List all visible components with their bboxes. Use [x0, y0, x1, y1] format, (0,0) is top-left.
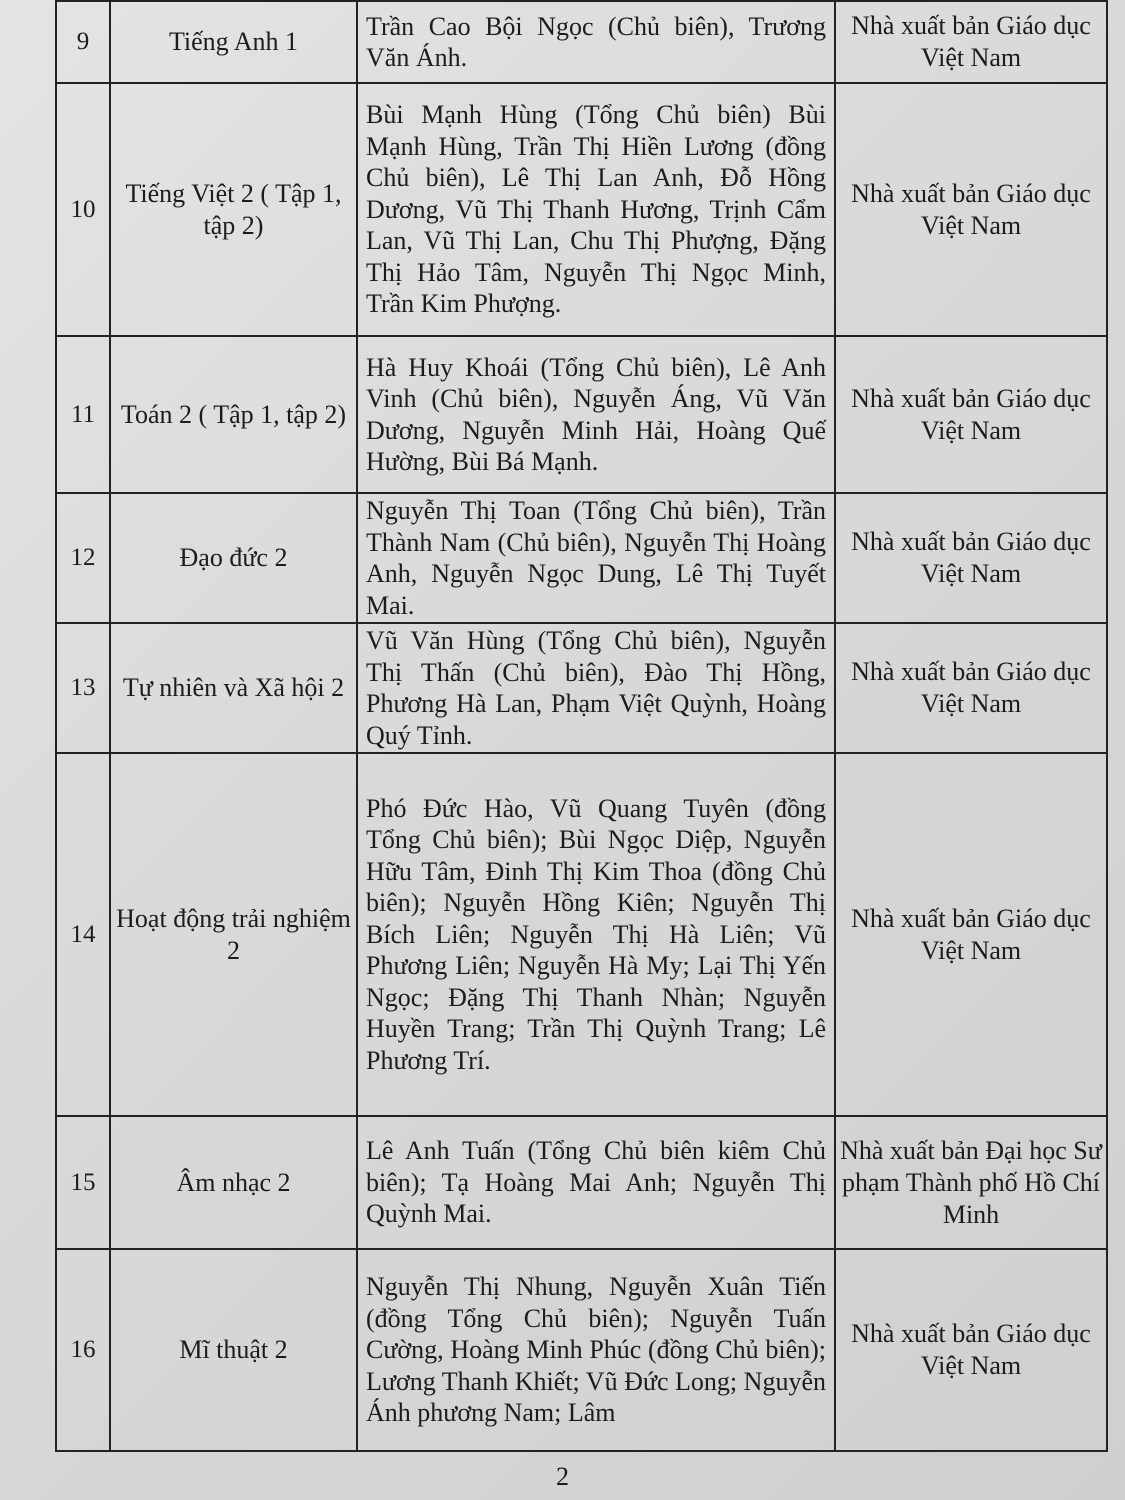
row-number: 9	[56, 1, 110, 83]
publisher: Nhà xuất bản Giáo dục Việt Nam	[835, 336, 1107, 493]
publisher: Nhà xuất bản Giáo dục Việt Nam	[835, 753, 1107, 1116]
row-number: 13	[56, 623, 110, 753]
table-row	[56, 83, 1107, 336]
book-title: Âm nhạc 2	[110, 1116, 357, 1249]
row-number: 11	[56, 336, 110, 493]
page-number: 2	[556, 1462, 569, 1491]
textbook-table	[55, 0, 1108, 1452]
authors-cell	[357, 1116, 835, 1249]
authors-text: Lê Anh Tuấn (Tổng Chủ biên kiêm Chủ biên); Tạ Hoàng Mai Anh; Nguyễn Thị Quỳnh Mai.	[366, 1136, 826, 1229]
authors-text: Phó Đức Hào, Vũ Quang Tuyên (đồng Tổng Chủ biên); Bùi Ngọc Diệp, Nguyễn Hữu Tâm, Đinh Thị Kim Thoa (đồng Chủ biên); Nguyễn Hồng Kiên; Nguyễn Thị Bích Liên; Nguyễn Thị Hà Liên; Vũ Phương Liên; Nguyễn Hà My; Lại Thị Yến Ngọc; Đặng Thị Thanh Nhàn; Nguyễn Huyền Trang; Trần Thị Quỳnh Trang; Lê Phương Trí.	[366, 793, 826, 1075]
publisher: Nhà xuất bản Giáo dục Việt Nam	[835, 1, 1107, 83]
publisher: Nhà xuất bản Đại học Sư phạm Thành phố Hồ Chí Minh	[835, 1116, 1107, 1249]
book-title: Mĩ thuật 2	[110, 1249, 357, 1451]
table-row	[56, 1116, 1107, 1249]
publisher: Nhà xuất bản Giáo dục Việt Nam	[835, 83, 1107, 336]
authors-text: Trần Cao Bội Ngọc (Chủ biên), Trương Văn Ánh.	[366, 11, 826, 72]
row-number: 15	[56, 1116, 110, 1249]
publisher: Nhà xuất bản Giáo dục Việt Nam	[835, 1249, 1107, 1451]
book-title: Tiếng Việt 2 ( Tập 1, tập 2)	[110, 83, 357, 336]
authors-cell	[357, 83, 835, 336]
book-title: Tiếng Anh 1	[110, 1, 357, 83]
authors-text: Hà Huy Khoái (Tổng Chủ biên), Lê Anh Vinh (Chủ biên), Nguyễn Áng, Vũ Văn Dương, Nguyễn Minh Hải, Hoàng Quế Hường, Bùi Bá Mạnh.	[366, 352, 826, 476]
table-row	[56, 493, 1107, 623]
book-title: Hoạt động trải nghiệm 2	[110, 753, 357, 1116]
authors-text: Bùi Mạnh Hùng (Tổng Chủ biên) Bùi Mạnh Hùng, Trần Thị Hiền Lương (đồng Chủ biên), Lê Thị Lan Anh, Đỗ Hồng Dương, Vũ Thị Thanh Hương, Trịnh Cẩm Lan, Vũ Thị Lan, Chu Thị Phượng, Đặng Thị Hảo Tâm, Nguyễn Thị Ngọc Minh, Trần Kim Phượng.	[366, 100, 826, 319]
row-number: 10	[56, 83, 110, 336]
book-title: Đạo đức 2	[110, 493, 357, 623]
authors-cell	[357, 753, 835, 1116]
authors-text: Vũ Văn Hùng (Tổng Chủ biên), Nguyễn Thị Thấn (Chủ biên), Đào Thị Hồng, Phương Hà Lan, Phạm Việt Quỳnh, Hoàng Quý Tỉnh.	[366, 626, 826, 750]
book-title: Tự nhiên và Xã hội 2	[110, 623, 357, 753]
authors-cell	[357, 493, 835, 623]
authors-cell	[357, 1, 835, 83]
book-title: Toán 2 ( Tập 1, tập 2)	[110, 336, 357, 493]
authors-cell	[357, 336, 835, 493]
publisher: Nhà xuất bản Giáo dục Việt Nam	[835, 493, 1107, 623]
authors-text: Nguyễn Thị Nhung, Nguyễn Xuân Tiến (đồng Tổng Chủ biên); Nguyễn Tuấn Cường, Hoàng Minh Phúc (đồng Chủ biên); Lương Thanh Khiết; Vũ Đức Long; Nguyễn Ánh phương Nam; Lâm	[366, 1272, 826, 1428]
authors-cell	[357, 623, 835, 753]
table-row	[56, 1249, 1107, 1451]
table-row	[56, 336, 1107, 493]
table-row	[56, 1, 1107, 83]
publisher: Nhà xuất bản Giáo dục Việt Nam	[835, 623, 1107, 753]
row-number: 16	[56, 1249, 110, 1451]
table-row	[56, 753, 1107, 1116]
row-number: 12	[56, 493, 110, 623]
row-number: 14	[56, 753, 110, 1116]
authors-cell	[357, 1249, 835, 1451]
authors-text: Nguyễn Thị Toan (Tổng Chủ biên), Trần Thành Nam (Chủ biên), Nguyễn Thị Hoàng Anh, Nguyễn Ngọc Dung, Lê Thị Tuyết Mai.	[366, 496, 826, 620]
table-row	[56, 623, 1107, 753]
